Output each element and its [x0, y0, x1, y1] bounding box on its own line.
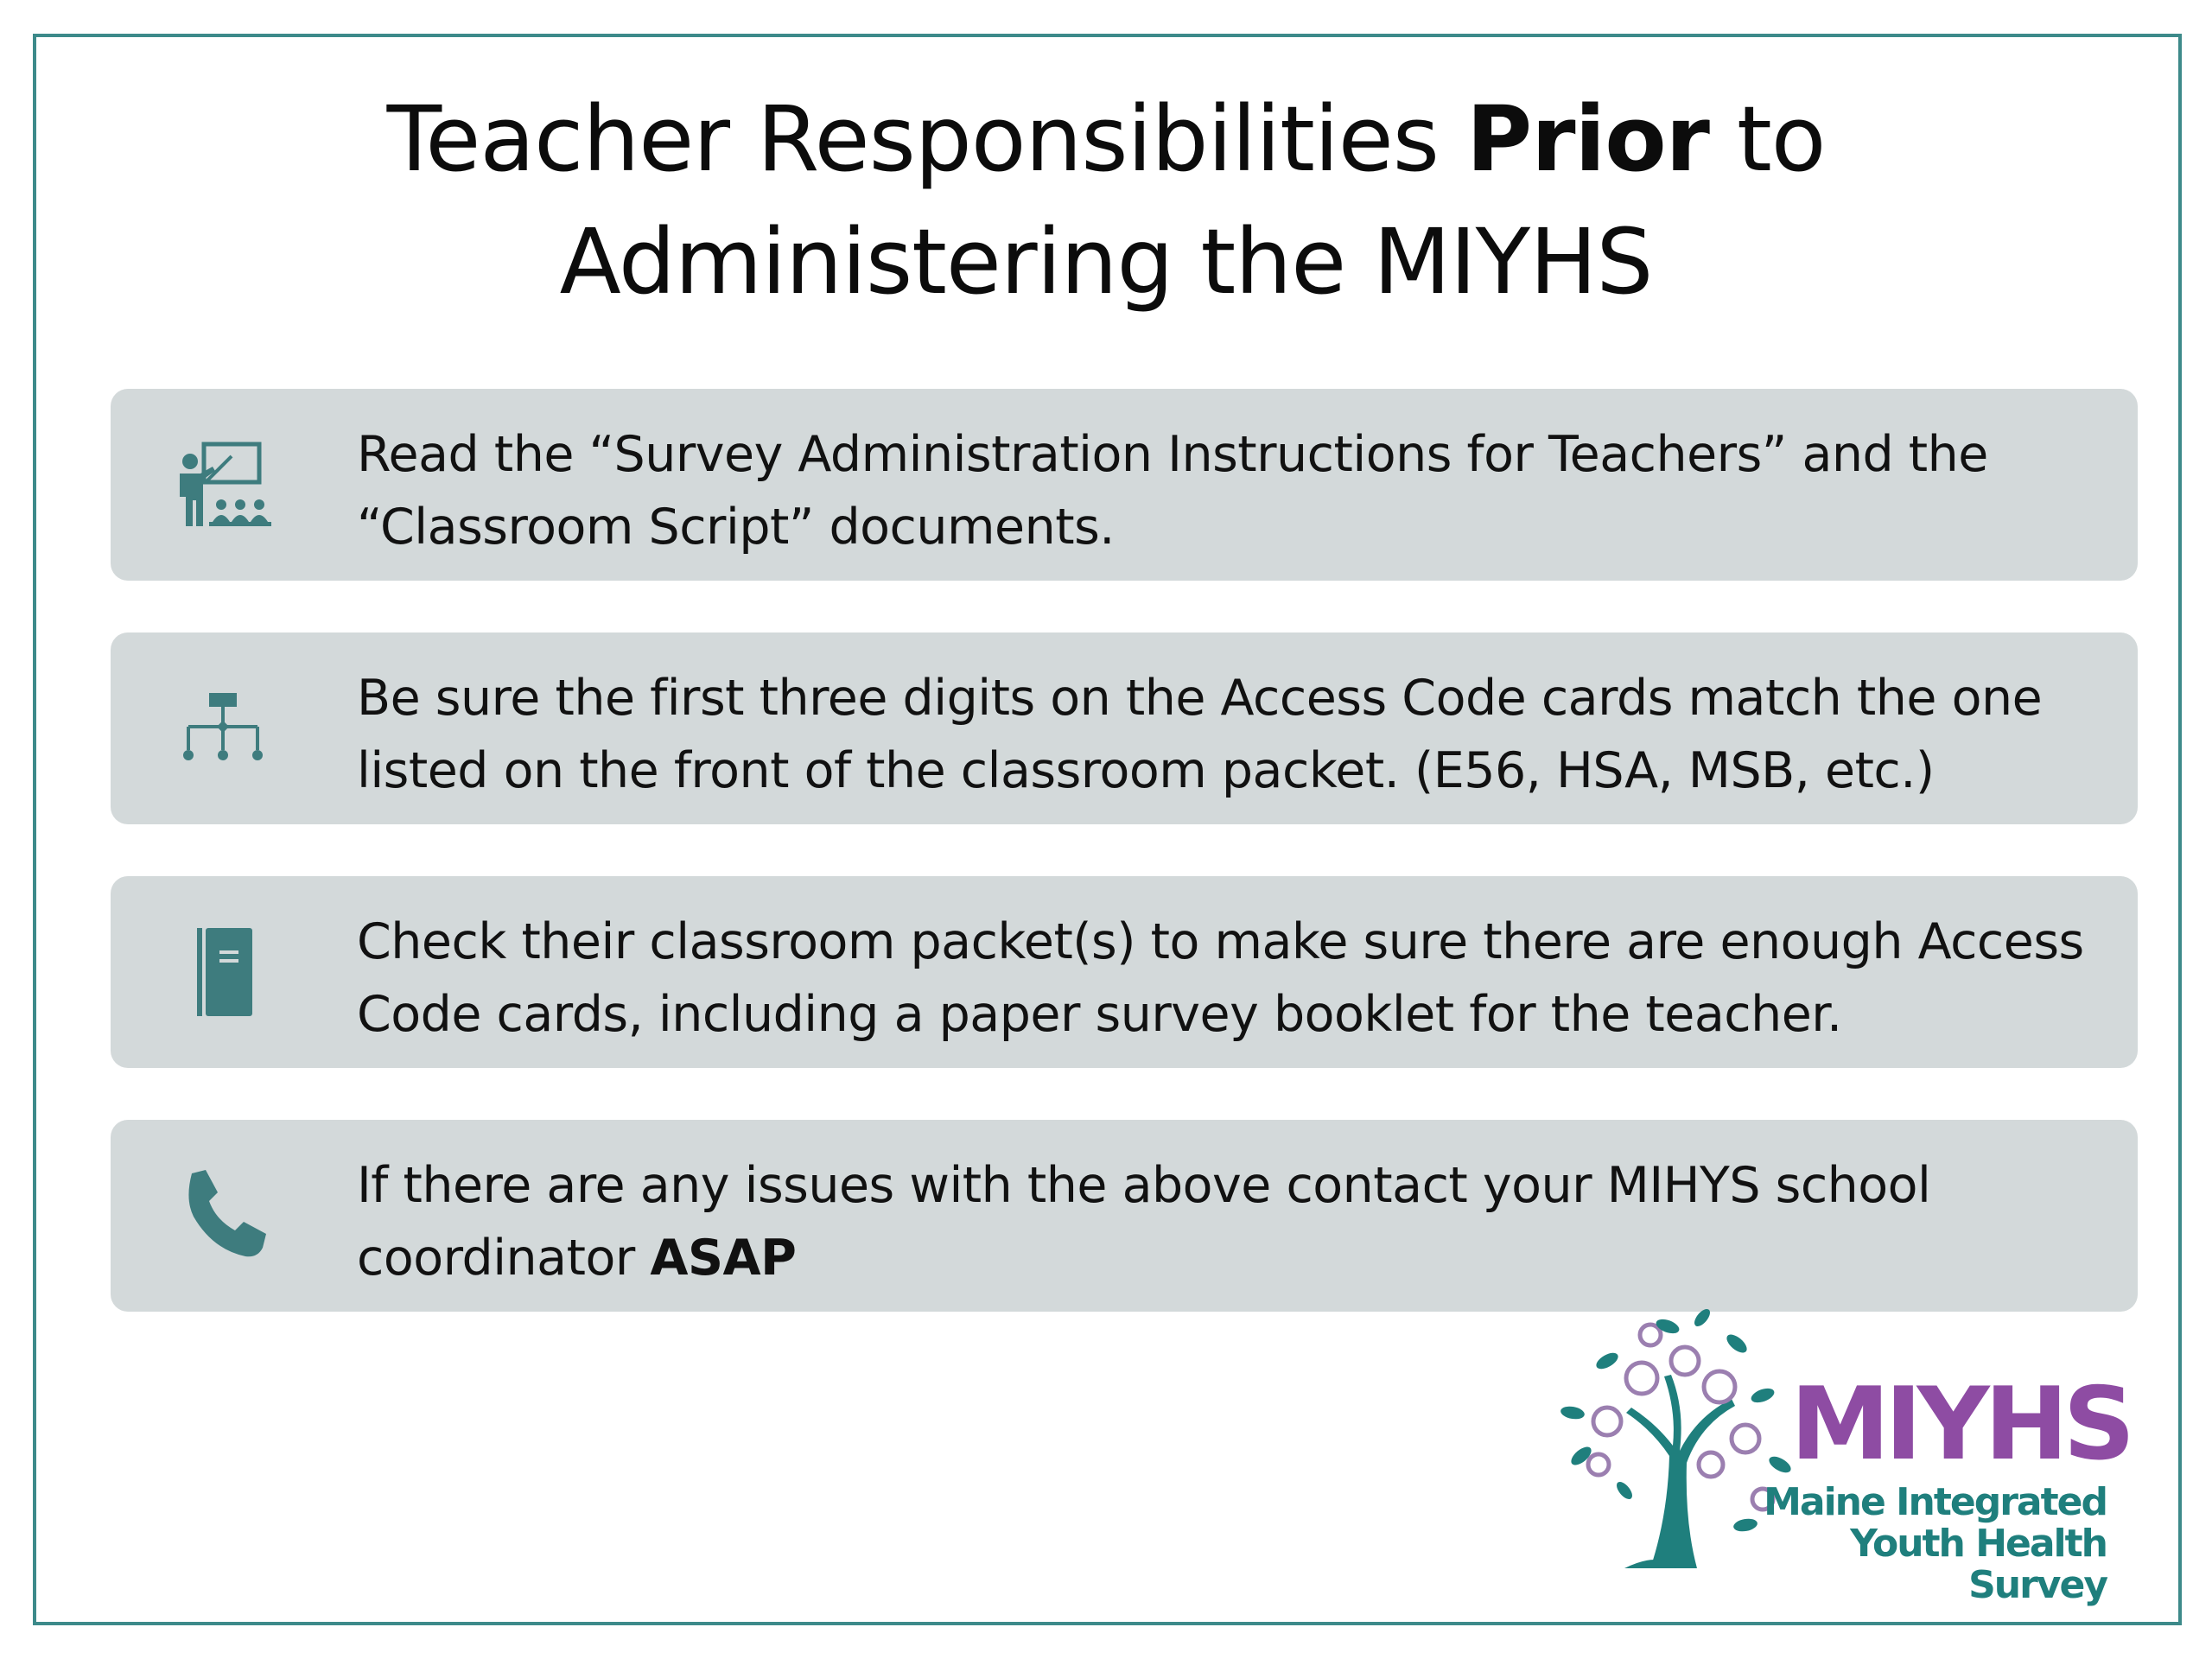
- logo-subtitle-line-2: Youth Health Survey: [1850, 1522, 2107, 1607]
- responsibility-card-4: [111, 1120, 2138, 1312]
- responsibility-card-2: [111, 632, 2138, 824]
- phone-icon: [171, 1168, 275, 1263]
- slide-title: [0, 78, 2212, 323]
- responsibility-text-4-main: If there are any issues with the above contact your MIHYS school coordinator: [357, 1157, 1931, 1287]
- title-text-end: to: [1708, 86, 1826, 192]
- teacher-presentation-icon: [171, 437, 275, 532]
- title-line-2: Administering the MIYHS: [559, 209, 1653, 315]
- miyhs-logo: [1547, 1309, 2134, 1607]
- responsibility-text-3: Check their classroom packet(s) to make sure there are enough Access Code cards, including a paper survey booklet for the teacher.: [357, 913, 2084, 1043]
- booklet-icon: [171, 925, 275, 1020]
- asap-text: ASAP: [650, 1230, 797, 1287]
- responsibility-text-4: [357, 1149, 2102, 1294]
- title-bold-text: Prior: [1466, 86, 1709, 192]
- logo-title: MIYHS: [1790, 1366, 2131, 1483]
- responsibility-card-1: [111, 389, 2138, 581]
- title-line-1: [0, 78, 2212, 200]
- hierarchy-icon: [171, 681, 275, 776]
- responsibility-text-2: Be sure the first three digits on the Access Code cards match the one listed on the front of the classroom packet. (E56, HSA, MSB, etc.): [357, 670, 2043, 799]
- logo-subtitle-line-1: Maine Integrated: [1764, 1480, 2107, 1524]
- responsibility-text-1: Read the “Survey Administration Instructions for Teachers” and the “Classroom Script” documents.: [357, 426, 1988, 556]
- responsibility-card-3: [111, 876, 2138, 1068]
- title-text: Teacher Responsibilities: [386, 86, 1467, 192]
